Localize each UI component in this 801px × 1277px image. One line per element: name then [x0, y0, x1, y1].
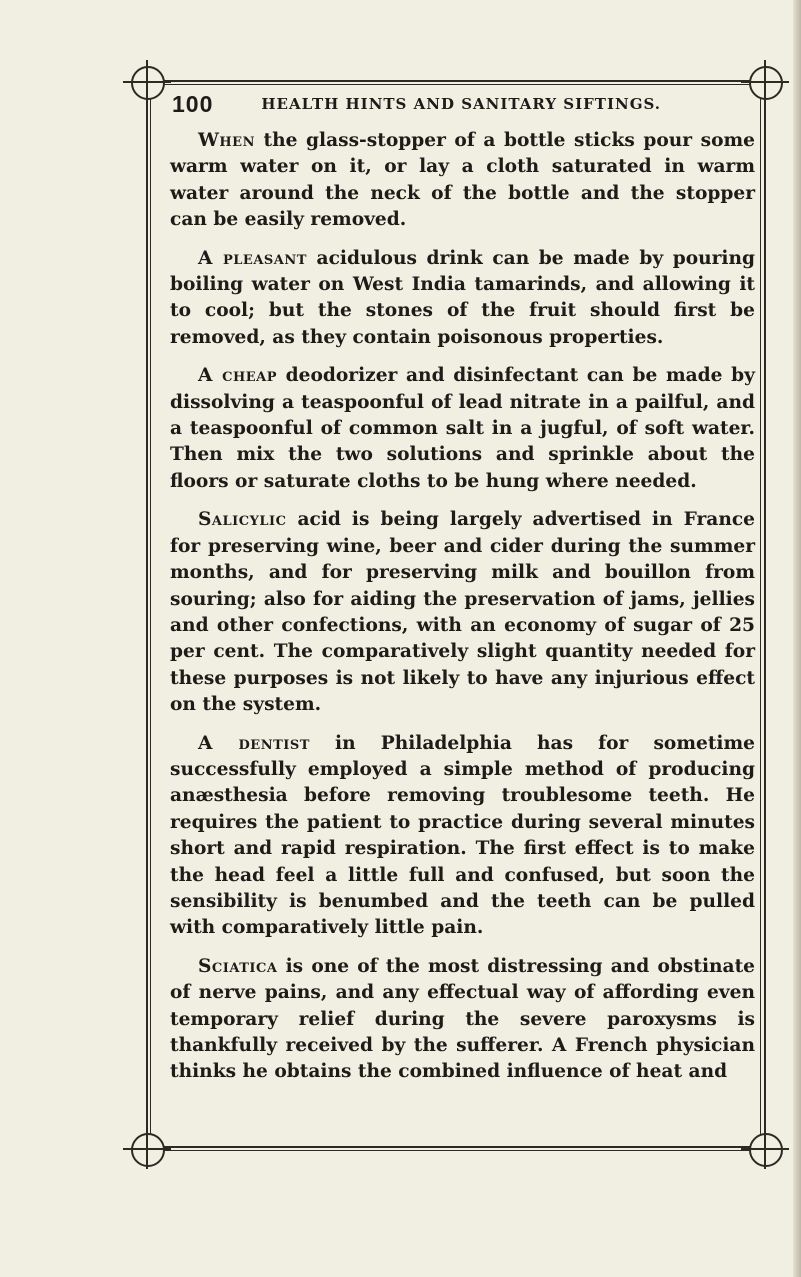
paragraph-text: acidulous drink can be made by pouring boiling water on West India tamarinds, and allowing it to cool; but the stones of the fruit should first be removed, as they contain poisonous properties.: [170, 247, 756, 348]
border-right-line: [764, 82, 766, 1148]
paragraph-salicylic-acid: [170, 507, 755, 718]
corner-ornament-icon: [749, 1133, 783, 1167]
border-right-line-inner: [760, 82, 761, 1148]
corner-ornament-icon: [749, 66, 783, 100]
paragraph-sciatica: [170, 954, 755, 1086]
paragraph-dentist: [170, 731, 755, 942]
paragraph-lead: A pleasant: [198, 247, 307, 269]
paragraph-text: in Philadelphia has for sometime successfully employed a simple method of producing anæsthesia before removing troublesome teeth. He requires the patient to practice during several minutes short and rapid respiration. The first effect is to make the head feel a little full and confused, but soon the sensibility is benumbed and the teeth can be pulled with comparatively little pain.: [170, 732, 755, 939]
paragraph-lead: A cheap: [198, 365, 277, 387]
border-left-line: [146, 82, 148, 1148]
paragraph-lead: A dentist: [198, 732, 310, 754]
page-body: [170, 128, 755, 1098]
border-bottom-line-inner: [140, 1150, 772, 1151]
paragraph-text: acid is being largely advertised in France for preserving wine, beer and cider during the summer months, and for preserving milk and bouillon from souring; also for aiding the preservation of jams, jellies and other confections, with an economy of sugar of 25 per cent. The comparatively slight quantity needed for these purposes is not likely to have any injurious effect on the system.: [170, 509, 755, 716]
corner-ornament-icon: [131, 1133, 165, 1167]
page-header: [172, 84, 752, 124]
paragraph-lead: When: [198, 130, 255, 151]
paragraph-text: the glass-stopper of a bottle sticks pour some warm water on it, or lay a cloth saturated in warm water around the neck of the bottle and the stopper can be easily removed.: [170, 130, 755, 231]
paragraph-lead: Salicylic: [198, 509, 287, 531]
border-left-line-inner: [150, 82, 151, 1148]
paragraph-text: is one of the most distressing and obstinate of nerve pains, and any effectual way of affording even temporary relief during the severe paroxysms is thankfully received by the sufferer. A French physician thinks he obtains the combined influence of heat and: [170, 955, 755, 1083]
paragraph-acidulous-drink: [170, 246, 755, 352]
paragraph-glass-stopper: [170, 128, 755, 234]
border-bottom-line: [140, 1146, 772, 1148]
border-top-line: [140, 80, 772, 82]
paragraph-lead: Sciatica: [198, 955, 278, 977]
corner-ornament-icon: [131, 66, 165, 100]
running-title: HEALTH HINTS AND SANITARY SIFTINGS.: [261, 95, 662, 113]
paragraph-text: deodorizer and disinfectant can be made by dissolving a teaspoonful of lead nitrate in a pailful, and a teaspoonful of common salt in a jugful, of soft water. Then mix the two solutions and sprinkle about the floors or saturate cloths to be hung where needed.: [170, 365, 755, 492]
page-number: 100: [172, 90, 214, 117]
paragraph-deodorizer: [170, 363, 755, 495]
page-edge: [793, 0, 801, 1277]
